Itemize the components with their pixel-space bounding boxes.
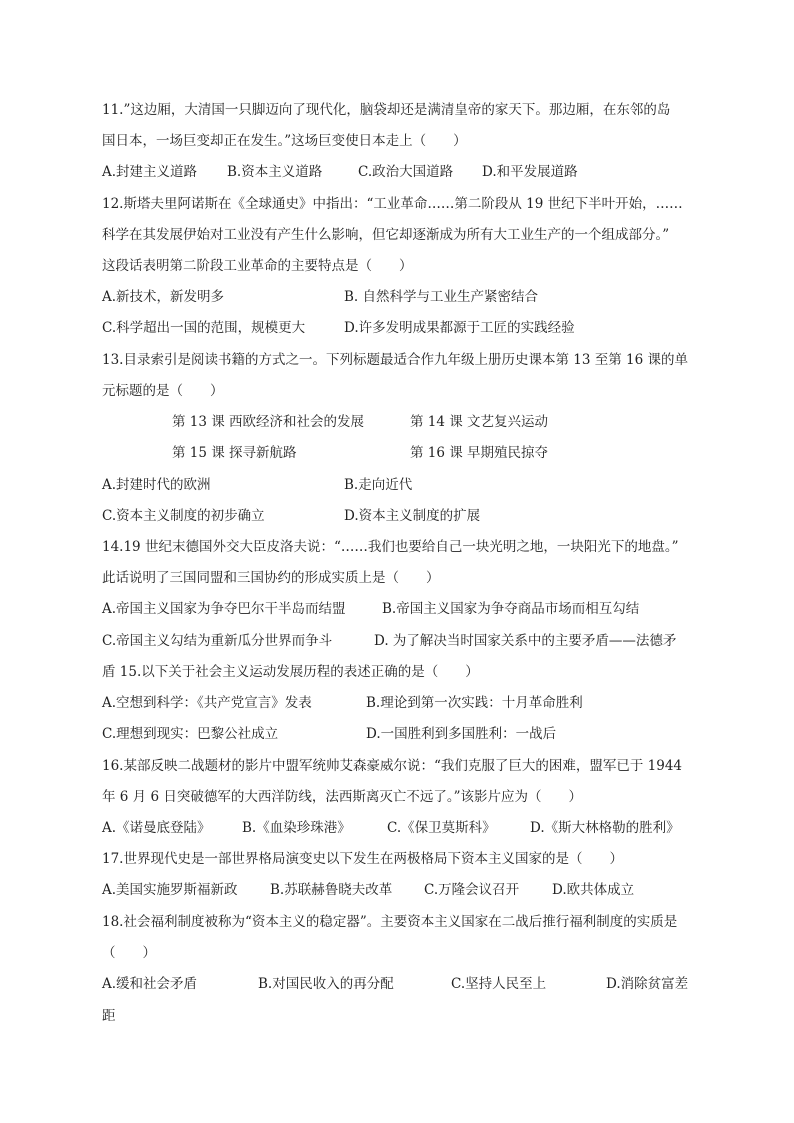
question-11-option-b: B.资本主义道路 [227, 164, 323, 180]
question-17-option-a: A.美国实施罗斯福新政 [102, 882, 238, 898]
question-12-line-1: 12.斯塔夫里阿诺斯在《全球通史》中指出：“工业革命……第二阶段从 19 世纪下半叶开始，…… [102, 196, 683, 212]
question-14-option-d: D. 为了解决当时国家关系中的主要矛盾——法德矛 [374, 633, 677, 649]
question-16-option-d: D.《斯大林格勒的胜利》 [530, 820, 680, 836]
question-12-line-2: 科学在其发展伊始对工业没有产生什么影响，但它却逐渐成为所有大工业生产的一个组成部分。” [102, 227, 670, 243]
question-17-line-1: 17.世界现代史是一部世界格局演变史以下发生在两极格局下资本主义国家的是（ ） [102, 851, 623, 867]
question-15-option-d: D.一国胜利到多国胜利：一战后 [366, 726, 557, 742]
question-18-option-c: C.坚持人民至上 [451, 976, 547, 992]
question-17-option-b: B.苏联赫鲁晓夫改革 [270, 882, 393, 898]
question-18-option-d: D.消除贫富差 [606, 976, 689, 992]
question-13-line-1: 13.目录索引是阅读书籍的方式之一。下列标题最适合作九年级上册历史课本第 13 至第 16 课的单 [102, 352, 688, 368]
question-11-option-c: C.政治大国道路 [358, 164, 454, 180]
question-16-line-2: 年 6 月 6 日突破德军的大西洋防线，法西斯离灭亡不远了。”该影片应为（ ） [102, 789, 582, 805]
question-15-line-1: 盾 15.以下关于社会主义运动发展历程的表述正确的是（ ） [102, 664, 479, 680]
question-16-option-c: C.《保卫莫斯科》 [387, 820, 496, 836]
question-17-option-d: D.欧共体成立 [552, 882, 635, 898]
question-11-line-2: 国日本，一场巨变却正在发生。”这场巨变使日本走上（ ） [102, 133, 467, 149]
question-11-line-1: 11.”这边厢，大清国一只脚迈向了现代化，脑袋却还是满清皇帝的家天下。那边厢，在东邻的岛 [102, 102, 671, 118]
question-17-option-c: C.万隆会议召开 [424, 882, 520, 898]
question-14-option-c: C.帝国主义勾结为重新瓜分世界而争斗 [102, 633, 333, 649]
question-16-option-b: B.《血染珍珠港》 [242, 820, 351, 836]
question-18-line-1: 18.社会福利制度被称为“资本主义的稳定器”。主要资本主义国家在二战后推行福利制度的实质是 [102, 914, 678, 930]
question-12-option-a: A.新技术，新发明多 [102, 289, 225, 305]
question-11-option-a: A.封建主义道路 [102, 164, 198, 180]
question-16-option-a: A.《诺曼底登陆》 [102, 820, 211, 836]
question-13-line-2: 元标题的是（ ） [102, 383, 224, 399]
question-14-option-a: A.帝国主义国家为争夺巴尔干半岛而结盟 [102, 601, 346, 617]
lesson-15-title: 第 15 课 探寻新航路 [172, 445, 297, 461]
lesson-14-title: 第 14 课 文艺复兴运动 [410, 414, 549, 430]
question-18-option-d-wrap: 距 [102, 1008, 116, 1024]
question-18-line-2: （ ） [102, 945, 156, 961]
question-18-option-a: A.缓和社会矛盾 [102, 976, 198, 992]
question-12-option-d: D.许多发明成果都源于工匠的实践经验 [344, 320, 575, 336]
question-11-option-d: D.和平发展道路 [482, 164, 578, 180]
question-14-option-b: B.帝国主义国家为争夺商品市场而相互勾结 [382, 601, 640, 617]
question-16-line-1: 16.某部反映二战题材的影片中盟军统帅艾森豪威尔说：“我们克服了巨大的困难，盟军已于 1944 [102, 758, 683, 774]
question-12-line-3: 这段话表明第二阶段工业革命的主要特点是（ ） [102, 258, 413, 274]
question-15-option-a: A.空想到科学：《共产党宣言》发表 [102, 695, 312, 711]
question-15-option-b: B.理论到第一次实践：十月革命胜利 [366, 695, 583, 711]
question-13-option-a: A.封建时代的欧洲 [102, 477, 211, 493]
question-13-option-c: C.资本主义制度的初步确立 [102, 508, 265, 524]
question-13-option-b: B.走向近代 [344, 477, 413, 493]
lesson-16-title: 第 16 课 早期殖民掠夺 [410, 445, 549, 461]
question-12-option-c: C.科学超出一国的范围，规模更大 [102, 320, 306, 336]
question-15-option-c: C.理想到现实：巴黎公社成立 [102, 726, 279, 742]
lesson-13-title: 第 13 课 西欧经济和社会的发展 [172, 414, 365, 430]
question-18-option-b: B.对国民收入的再分配 [258, 976, 394, 992]
question-13-option-d: D.资本主义制度的扩展 [344, 508, 481, 524]
question-14-line-2: 此话说明了三国同盟和三国协约的形成实质上是（ ） [102, 570, 440, 586]
question-14-line-1: 14.19 世纪末德国外交大臣皮洛夫说：“……我们也要给自己一块光明之地，一块阳光下的地盘。” [102, 539, 679, 555]
question-12-option-b: B. 自然科学与工业生产紧密结合 [344, 289, 539, 305]
